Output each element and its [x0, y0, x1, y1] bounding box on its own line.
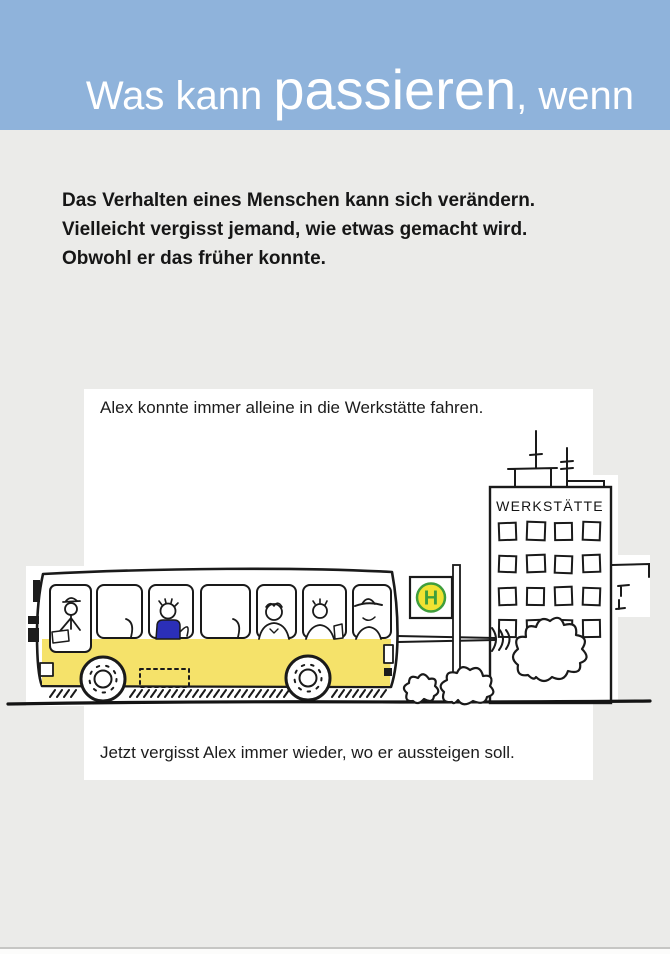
- rear-wheel: [286, 656, 330, 700]
- tail-light: [384, 645, 393, 663]
- boy-shirt: [156, 620, 180, 639]
- building-sign-text: WERKSTÄTTE: [496, 498, 604, 514]
- front-wheel: [81, 657, 125, 701]
- title-emphasis: passieren: [273, 58, 517, 121]
- bus-illustration: [0, 420, 670, 720]
- page-title: [86, 57, 634, 122]
- title-band: [0, 0, 670, 130]
- medium-cloud: [441, 667, 494, 704]
- bus: [28, 569, 398, 701]
- front-tab: [28, 616, 39, 624]
- caption-top: Alex konnte immer alleine in die Werkstätte fahren.: [100, 398, 484, 417]
- headlight: [40, 663, 53, 676]
- h-letter: H: [423, 587, 439, 610]
- title-prefix: Was kann: [85, 74, 274, 118]
- intro-line-1: Das Verhalten eines Menschen kann sich verändern.: [62, 190, 536, 211]
- rear-mark: [384, 668, 392, 676]
- small-cloud: [404, 674, 438, 703]
- title-suffix: , wenn: [516, 74, 634, 118]
- intro-paragraph: [62, 186, 535, 273]
- front-tab: [28, 628, 39, 642]
- intro-line-2: Vielleicht vergisst jemand, wie etwas gemacht wird.: [62, 219, 528, 240]
- antenna-left: [530, 431, 542, 468]
- caption-bottom: Jetzt vergisst Alex immer wieder, wo er aussteigen soll.: [100, 743, 515, 762]
- intro-line-3: Obwohl er das früher konnte.: [62, 248, 326, 269]
- front-panel: [33, 580, 40, 602]
- bottom-separator: [0, 947, 670, 954]
